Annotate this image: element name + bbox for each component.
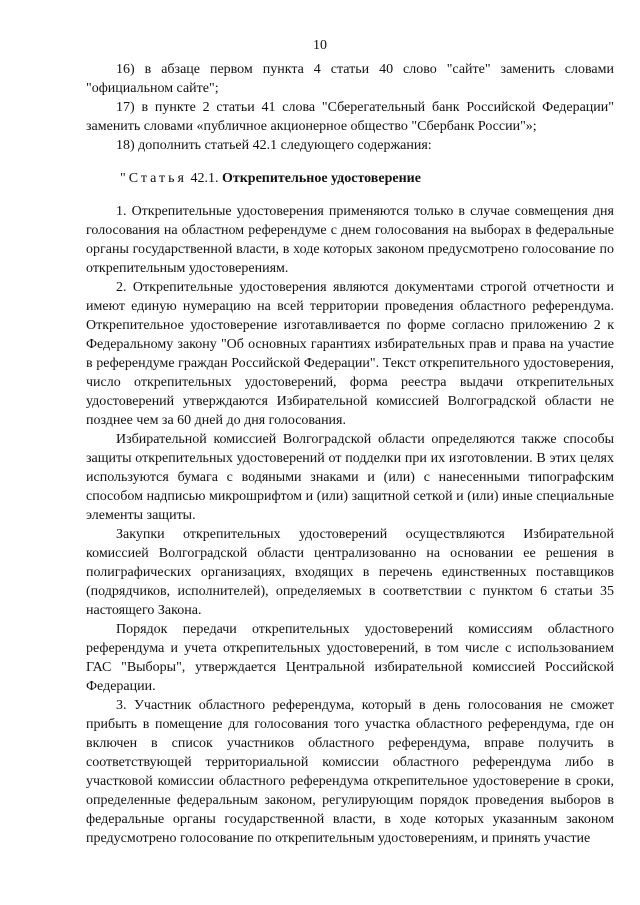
article-paragraph-2: 2. Открепительные удостоверения являются документами строгой отчетности и имеют единую нумерацию на всей территории проведения областного референдума. Открепительное удостоверение изготавливается по форме согласно приложению 2 к Федеральному закону "Об основных гарантиях избирательных прав и права на участие в референдуме граждан Российской Федерации". Текст открепительного удостоверения, число открепительных удостоверений, форма реестра выдачи открепительных удостоверений утверждаются Избирательной комиссией Волгоградской области не позднее чем за 60 дней до дня голосования. [86,280,614,428]
amendment-paragraph-17: 17) в пункте 2 статьи 41 слова "Сберегательный банк Российской Федерации" заменить словами «публичное акционерное общество "Сбербанк России"»; [86,100,614,134]
article-title: Открепительное удостоверение [221,171,421,186]
amendment-paragraph-16: 16) в абзаце первом пункта 4 статьи 40 слово "сайте" заменить словами "официальном сайте"; [86,62,614,96]
article-paragraph-transfer: Порядок передачи открепительных удостоверений комиссиям областного референдума и учета открепительных удостоверений, в том числе с использованием ГАС "Выборы", утверждается Центральной избирательной комиссией Российской Федерации. [86,622,614,694]
article-prefix: "Статья [120,171,187,186]
article-paragraph-protection: Избирательной комиссией Волгоградской области определяются также способы защиты открепительных удостоверений от подделки при их изготовлении. В этих целях используются бумага с водяными знаками и (или) с нанесенными типографским способом надписью микрошрифтом и (или) защитной сеткой и (или) иные специальные элементы защиты. [86,432,614,523]
article-paragraph-1: 1. Открепительные удостоверения применяются только в случае совмещения дня голосования на областном референдуме с днем голосования на выборах в федеральные органы государственной власти, в ходе которых законом предусмотрено голосование по открепительным удостоверениям. [86,204,614,276]
article-number: 42.1. [186,171,222,186]
document-body [86,60,614,848]
article-paragraph-procurement: Закупки открепительных удостоверений осуществляются Избирательной комиссией Волгоградской области централизованно на основании ее решения в полиграфических организациях, входящих в перечень единственных поставщиков (подрядчиков, исполнителей), определяемых в соответствии с пунктом 6 статьи 35 настоящего Закона. [86,527,614,618]
article-paragraph-3: 3. Участник областного референдума, который в день голосования не сможет прибыть в помещение для голосования того участка областного референдума, где он включен в список участников областного референдума, вправе получить в соответствующей территориальной комиссии областного референдума либо в участковой комиссии областного референдума открепительное удостоверение в сроки, определенные федеральным законом, регулирующим порядок проведения выборов в федеральные органы государственной власти, в ходе которых указанным законом предусмотрено голосование по открепительным удостоверениям, и принять участие [86,698,614,846]
page-number: 10 [313,38,327,53]
amendment-paragraph-18: 18) дополнить статьей 42.1 следующего содержания: [116,138,432,153]
article-heading [86,169,614,188]
